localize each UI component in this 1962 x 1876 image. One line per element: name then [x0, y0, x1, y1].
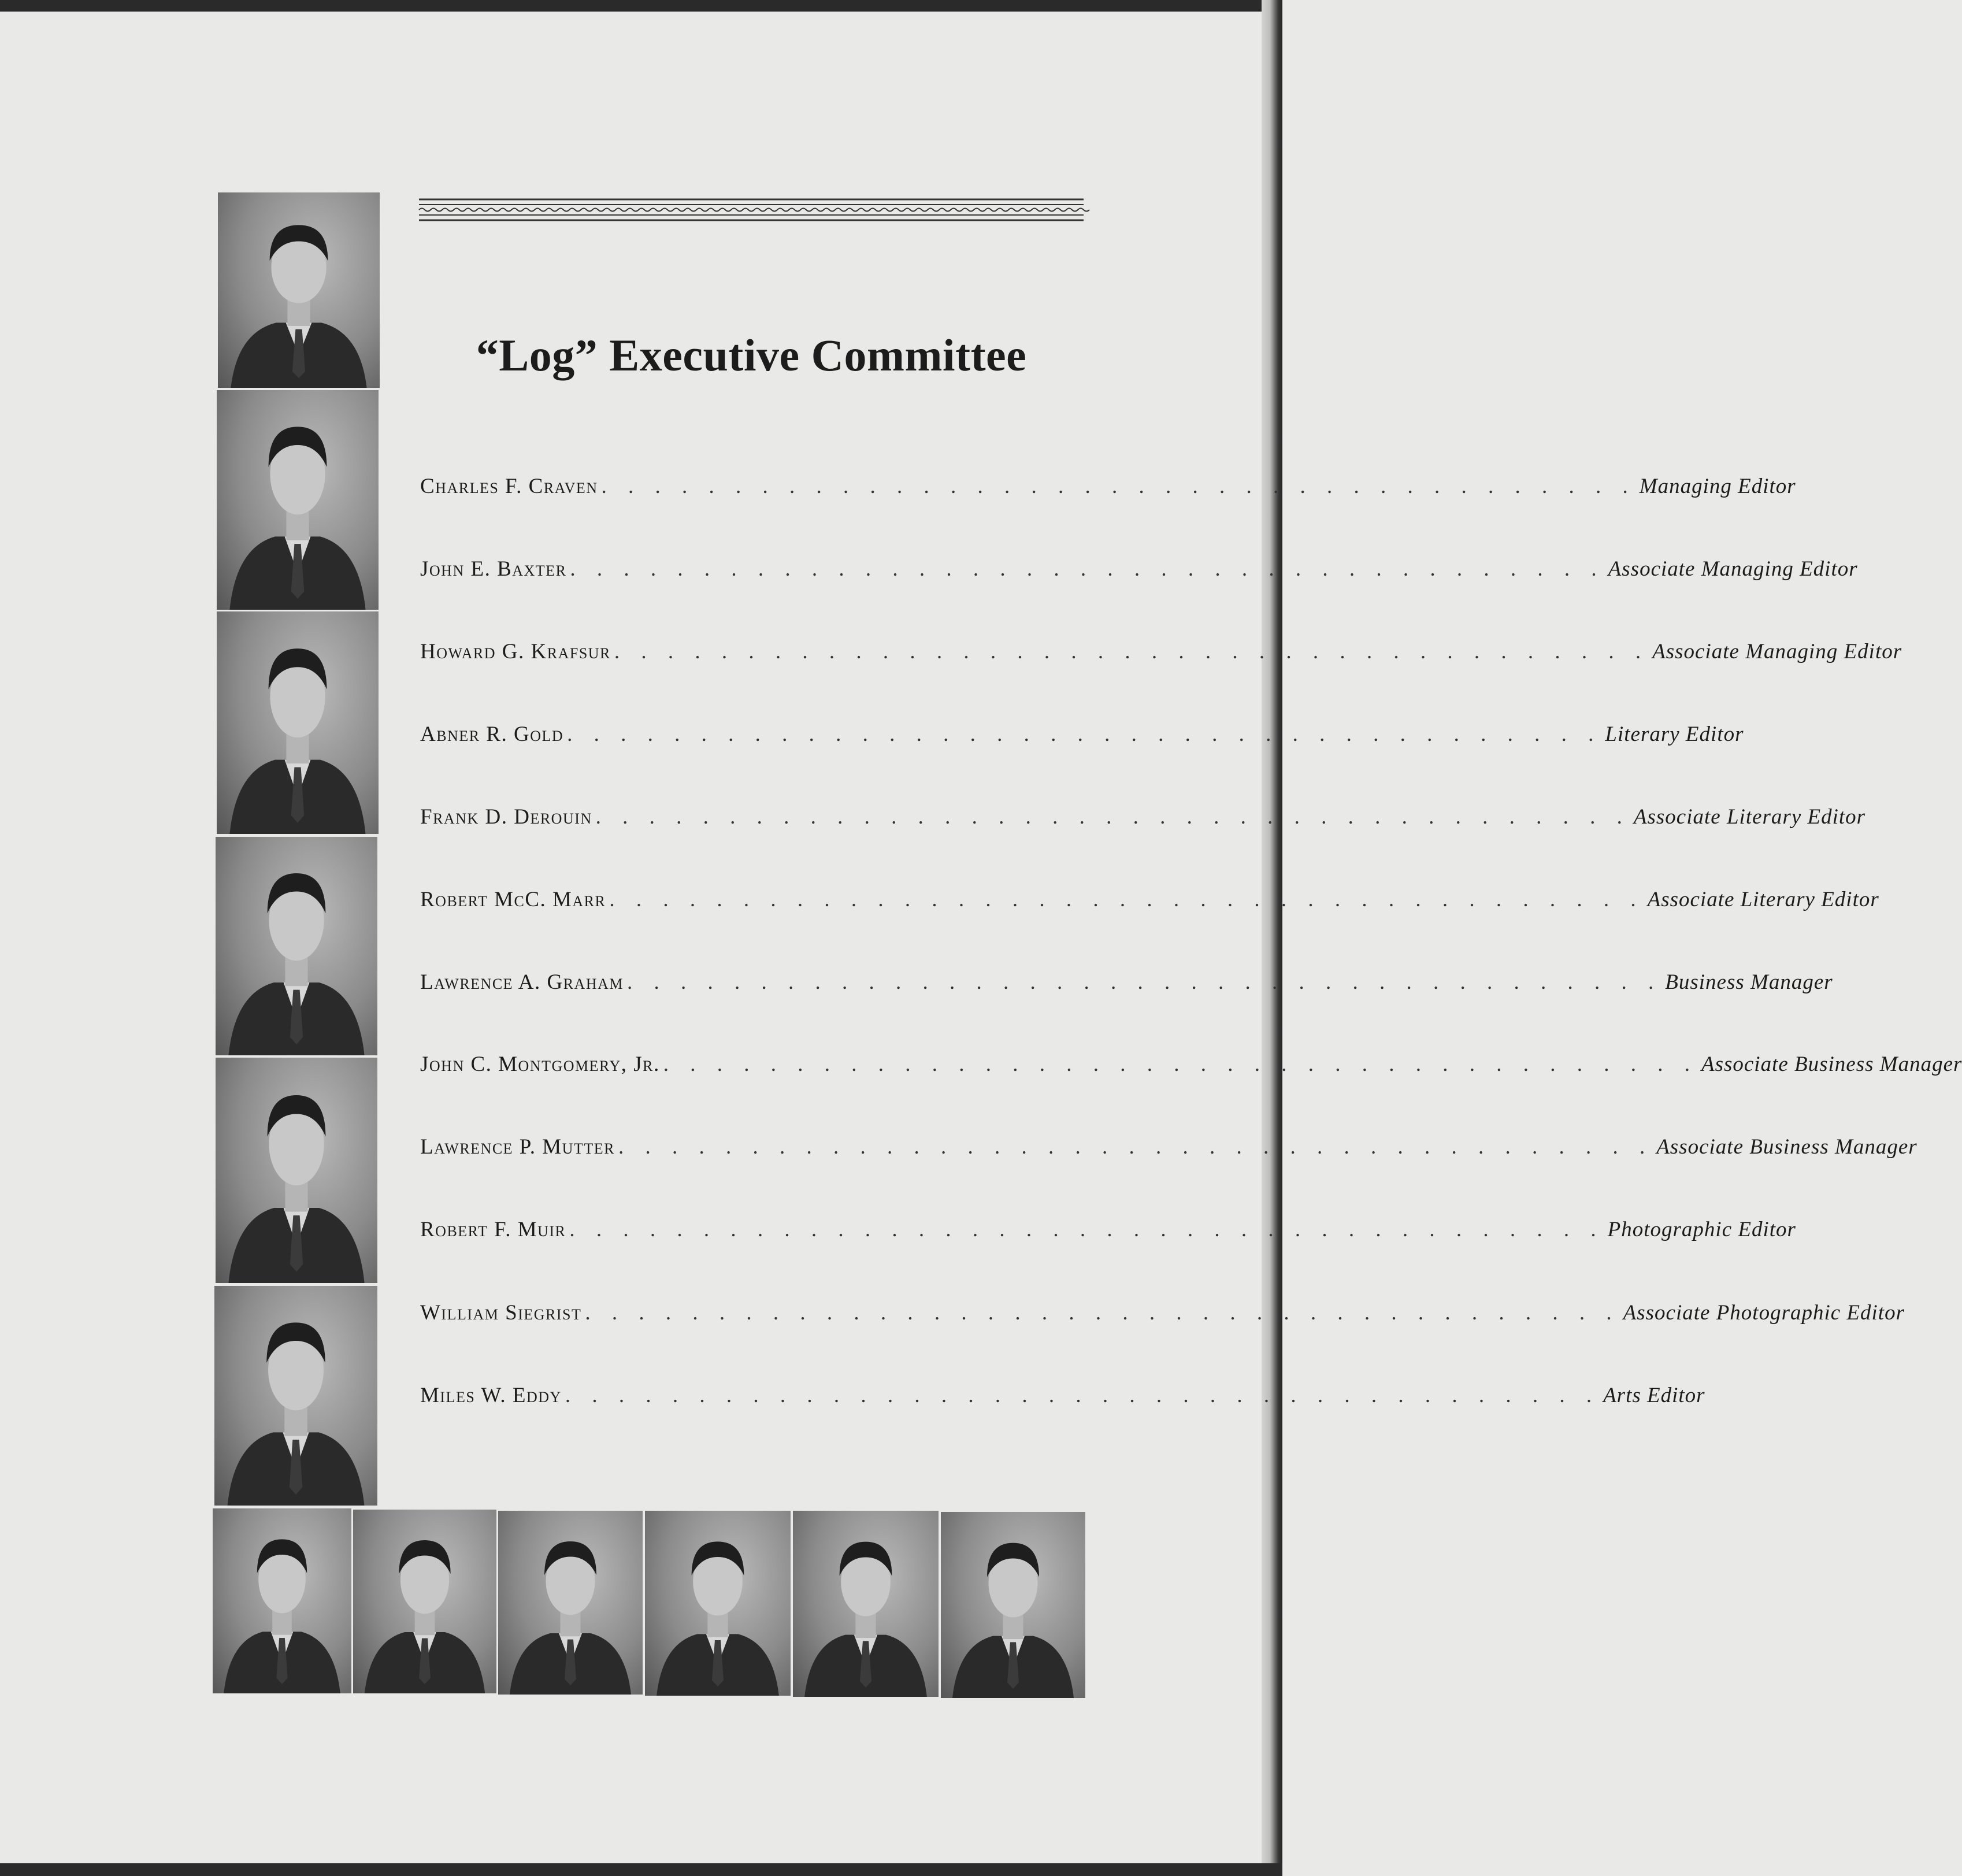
portrait-silhouette	[213, 1508, 351, 1693]
member-name: Howard G. Krafsur	[420, 640, 611, 663]
roster-row	[420, 1052, 1962, 1087]
member-name: Charles F. Craven	[420, 474, 598, 498]
dot-leader: . . . . . . . . . . . . . . . . . . . . . . . . . . . . . . . . . . . . . . .	[567, 722, 1602, 746]
roster-row	[420, 1300, 1905, 1335]
portrait-photo	[216, 837, 377, 1055]
member-role: Associate Managing Editor	[1652, 640, 1902, 663]
member-name: John C. Montgomery, Jr.	[420, 1052, 660, 1076]
member-role: Associate Literary Editor	[1647, 888, 1879, 911]
member-name: Frank D. Derouin	[420, 805, 592, 829]
portrait-photo	[213, 1508, 351, 1693]
page-top-edge	[0, 0, 1282, 12]
header-ornament	[419, 197, 1084, 223]
page-bottom-edge	[0, 1863, 1282, 1876]
dot-leader: . . . . . . . . . . . . . . . . . . . . . . . . . . . . . . . . . . . . . . .	[565, 1384, 1600, 1407]
portrait-silhouette	[216, 1058, 377, 1283]
member-name: Robert F. Muir	[420, 1218, 566, 1241]
portrait-silhouette	[216, 837, 377, 1055]
roster-row	[420, 1383, 1705, 1418]
portrait-photo	[793, 1511, 939, 1697]
roster-row	[420, 887, 1879, 922]
dot-leader: . . . . . . . . . . . . . . . . . . . . . . . . . . . . . . . . . . . . . . .	[569, 1218, 1604, 1241]
portrait-silhouette	[353, 1510, 496, 1693]
dot-leader: . . . . . . . . . . . . . . . . . . . . . . . . . . . . . . . . . . . . . . .	[614, 640, 1649, 663]
portrait-silhouette	[645, 1511, 791, 1696]
portrait-silhouette	[498, 1511, 643, 1695]
portrait-photo	[498, 1511, 643, 1695]
portrait-photo	[216, 1058, 377, 1283]
dot-leader: . . . . . . . . . . . . . . . . . . . . . . . . . . . . . . . . . . . . . . .	[609, 888, 1644, 911]
portrait-silhouette	[793, 1511, 939, 1697]
member-role: Business Manager	[1665, 970, 1833, 994]
member-role: Managing Editor	[1639, 474, 1796, 498]
portrait-silhouette	[214, 1286, 377, 1506]
portrait-silhouette	[218, 192, 380, 388]
member-name: Abner R. Gold	[420, 722, 564, 746]
member-role: Literary Editor	[1605, 722, 1744, 746]
portrait-photo	[353, 1510, 496, 1693]
dot-leader: . . . . . . . . . . . . . . . . . . . . . . . . . . . . . . . . . . . . . . .	[663, 1052, 1698, 1076]
dot-leader: . . . . . . . . . . . . . . . . . . . . . . . . . . . . . . . . . . . . . . .	[618, 1135, 1653, 1159]
portrait-photo	[217, 611, 379, 834]
member-role: Associate Business Manager	[1656, 1135, 1918, 1159]
member-role: Associate Managing Editor	[1608, 557, 1858, 581]
roster-row	[420, 722, 1744, 757]
portrait-silhouette	[941, 1512, 1085, 1698]
roster-row	[420, 557, 1858, 591]
member-name: Robert McC. Marr	[420, 888, 606, 911]
roster-row	[420, 474, 1796, 509]
dot-leader: . . . . . . . . . . . . . . . . . . . . . . . . . . . . . . . . . . . . . . .	[585, 1301, 1620, 1325]
page-title: “Log” Executive Committee	[476, 330, 1027, 380]
roster-row	[420, 804, 1866, 839]
member-role: Photographic Editor	[1607, 1218, 1796, 1241]
member-role: Associate Photographic Editor	[1623, 1301, 1905, 1325]
roster-row	[420, 639, 1902, 674]
member-role: Arts Editor	[1603, 1384, 1705, 1407]
member-role: Associate Business Manager	[1701, 1052, 1962, 1076]
member-name: William Siegrist	[420, 1301, 582, 1325]
roster-row	[420, 1135, 1918, 1169]
member-name: Lawrence A. Graham	[420, 970, 624, 994]
portrait-silhouette	[217, 390, 379, 610]
dot-leader: . . . . . . . . . . . . . . . . . . . . . . . . . . . . . . . . . . . . . . .	[595, 805, 1630, 829]
portrait-photo	[645, 1511, 791, 1696]
dot-leader: . . . . . . . . . . . . . . . . . . . . . . . . . . . . . . . . . . . . . . .	[570, 557, 1605, 581]
portrait-photo	[218, 192, 380, 388]
portrait-photo	[214, 1286, 377, 1506]
page-binding-edge	[1262, 0, 1282, 1876]
roster-row	[420, 1217, 1796, 1252]
member-role: Associate Literary Editor	[1633, 805, 1866, 829]
roster-row	[420, 970, 1833, 1004]
portrait-photo	[941, 1512, 1085, 1698]
dot-leader: . . . . . . . . . . . . . . . . . . . . . . . . . . . . . . . . . . . . . . .	[627, 970, 1662, 994]
member-name: Lawrence P. Mutter	[420, 1135, 615, 1159]
member-name: John E. Baxter	[420, 557, 567, 581]
member-name: Miles W. Eddy	[420, 1384, 562, 1407]
portrait-silhouette	[217, 611, 379, 834]
portrait-photo	[217, 390, 379, 610]
dot-leader: . . . . . . . . . . . . . . . . . . . . . . . . . . . . . . . . . . . . . . .	[601, 474, 1636, 498]
